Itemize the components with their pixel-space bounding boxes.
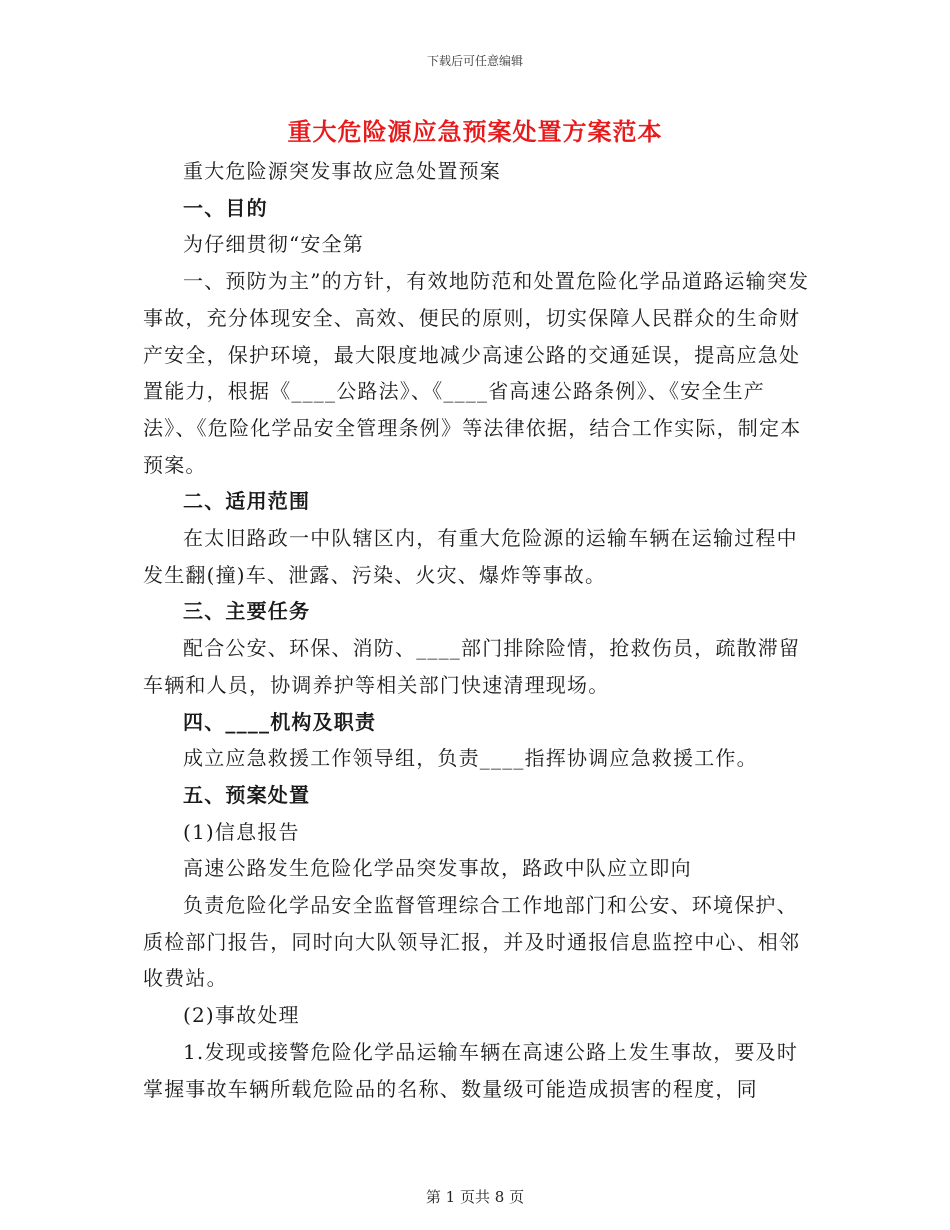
paragraph: 配合公安、环保、消防、____部门排除险情，抢救伤员，疏散滞留车辆和人员，协调养护等相关部门快速清理现场。 bbox=[143, 636, 801, 697]
section-heading: 二、适用范围 bbox=[183, 489, 311, 514]
subsection-heading: (2)事故处理 bbox=[183, 1003, 300, 1028]
section-heading: 三、主要任务 bbox=[183, 599, 311, 624]
section-heading: 四、____机构及职责 bbox=[183, 709, 377, 734]
paragraph: 在太旧路政一中队辖区内，有重大危险源的运输车辆在运输过程中发生翻(撞)车、泄露、污染、火灾、爆炸等事故。 bbox=[143, 526, 798, 587]
page-header: 下载后可任意编辑 bbox=[426, 54, 523, 68]
paragraph: 重大危险源突发事故应急处置预案 bbox=[183, 159, 501, 183]
paragraph: 负责危险化学品安全监督管理综合工作地部门和公安、环境保护、质检部门报告，同时向大队领导汇报，并及时通报信息监控中心、相邻收费站。 bbox=[143, 893, 801, 991]
document-body bbox=[143, 153, 811, 1107]
paragraph: 一、预防为主”的方针，有效地防范和处置危险化学品道路运输突发事故，充分体现安全、高效、便民的原则，切实保障人民群众的生命财产安全，保护环境，最大限度地减少高速公路的交通延误，提高应急处置能力，根据《____公路法》、《____省高速公路条例》、《安全生产法》、《危险化学品安全管理条例》等法律依据，结合工作实际，制定本预案。 bbox=[143, 269, 810, 477]
section-heading: 一、目的 bbox=[183, 195, 268, 220]
section-heading: 五、预案处置 bbox=[183, 782, 311, 807]
paragraph: 1.发现或接警危险化学品运输车辆在高速公路上发生事故，要及时掌握事故车辆所载危险品的名称、数量级可能造成损害的程度，同 bbox=[143, 1039, 799, 1101]
page-number: 第 1 页共 8 页 bbox=[425, 1188, 525, 1206]
document-title: 重大危险源应急预案处置方案范本 bbox=[287, 117, 663, 146]
paragraph: 成立应急救援工作领导组，负责____指挥协调应急救援工作。 bbox=[183, 746, 758, 771]
subsection-heading: (1)信息报告 bbox=[183, 819, 300, 844]
paragraph: 为仔细贯彻“安全第 bbox=[183, 232, 365, 257]
paragraph: 高速公路发生危险化学品突发事故，路政中队应立即向 bbox=[183, 856, 692, 881]
